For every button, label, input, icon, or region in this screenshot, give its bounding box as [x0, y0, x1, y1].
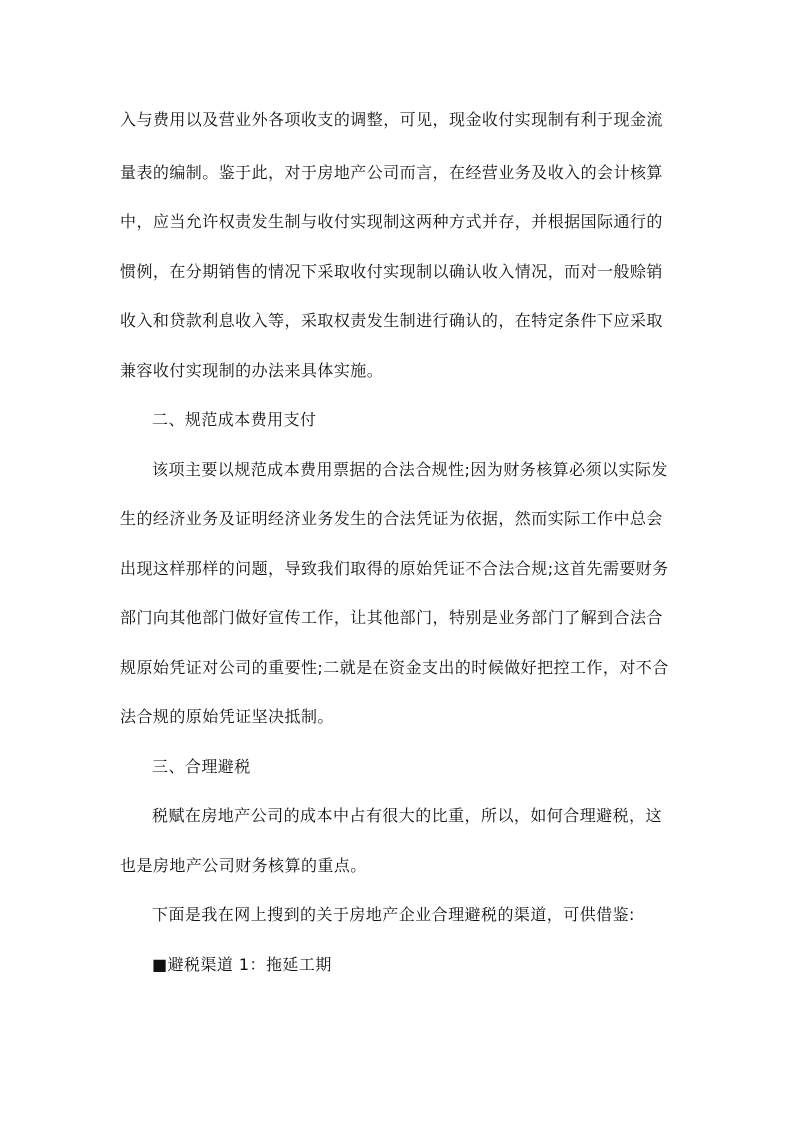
paragraph-line: 量表的编制。鉴于此，对于房地产公司而言，在经营业务及收入的会计核算	[120, 163, 663, 182]
paragraph-line: 出现这样那样的问题，导致我们取得的原始凭证不合法合规;这首先需要财务	[120, 559, 669, 578]
paragraph-line: 中，应当允许权责发生制与收付实现制这两种方式并存，并根据国际通行的	[120, 212, 663, 231]
paragraph-line: 部门向其他部门做好宣传工作，让其他部门，特别是业务部门了解到合法合	[120, 608, 663, 627]
paragraph-line: 生的经济业务及证明经济业务发生的合法凭证为依据，然而实际工作中总会	[120, 509, 663, 528]
subheading-line: ■避税渠道 1：拖延工期	[152, 955, 332, 974]
paragraph-line: 收入和贷款利息收入等，采取权责发生制进行确认的，在特定条件下应采取	[120, 311, 663, 330]
paragraph-line: 惯例，在分期销售的情况下采取收付实现制以确认收入情况，而对一般赊销	[120, 262, 663, 281]
paragraph-line: 规原始凭证对公司的重要性;二就是在资金支出的时候做好把控工作，对不合	[120, 658, 669, 677]
section-heading: 二、规范成本费用支付	[152, 410, 317, 429]
paragraph-line: 税赋在房地产公司的成本中占有很大的比重，所以，如何合理避税，这	[152, 806, 662, 825]
paragraph-line: 入与费用以及营业外各项收支的调整，可见，现金收付实现制有利于现金流	[120, 110, 663, 129]
paragraph-line: 下面是我在网上搜到的关于房地产企业合理避税的渠道，可供借鉴:	[152, 905, 635, 924]
paragraph-line: 法合规的原始凭证坚决抵制。	[120, 707, 334, 726]
paragraph-line: 该项主要以规范成本费用票据的合法合规性;因为财务核算必须以实际发	[152, 460, 668, 479]
paragraph-line: 也是房地产公司财务核算的重点。	[120, 856, 367, 875]
paragraph-line: 兼容收付实现制的办法来具体实施。	[120, 361, 384, 380]
section-heading: 三、合理避税	[152, 757, 251, 776]
